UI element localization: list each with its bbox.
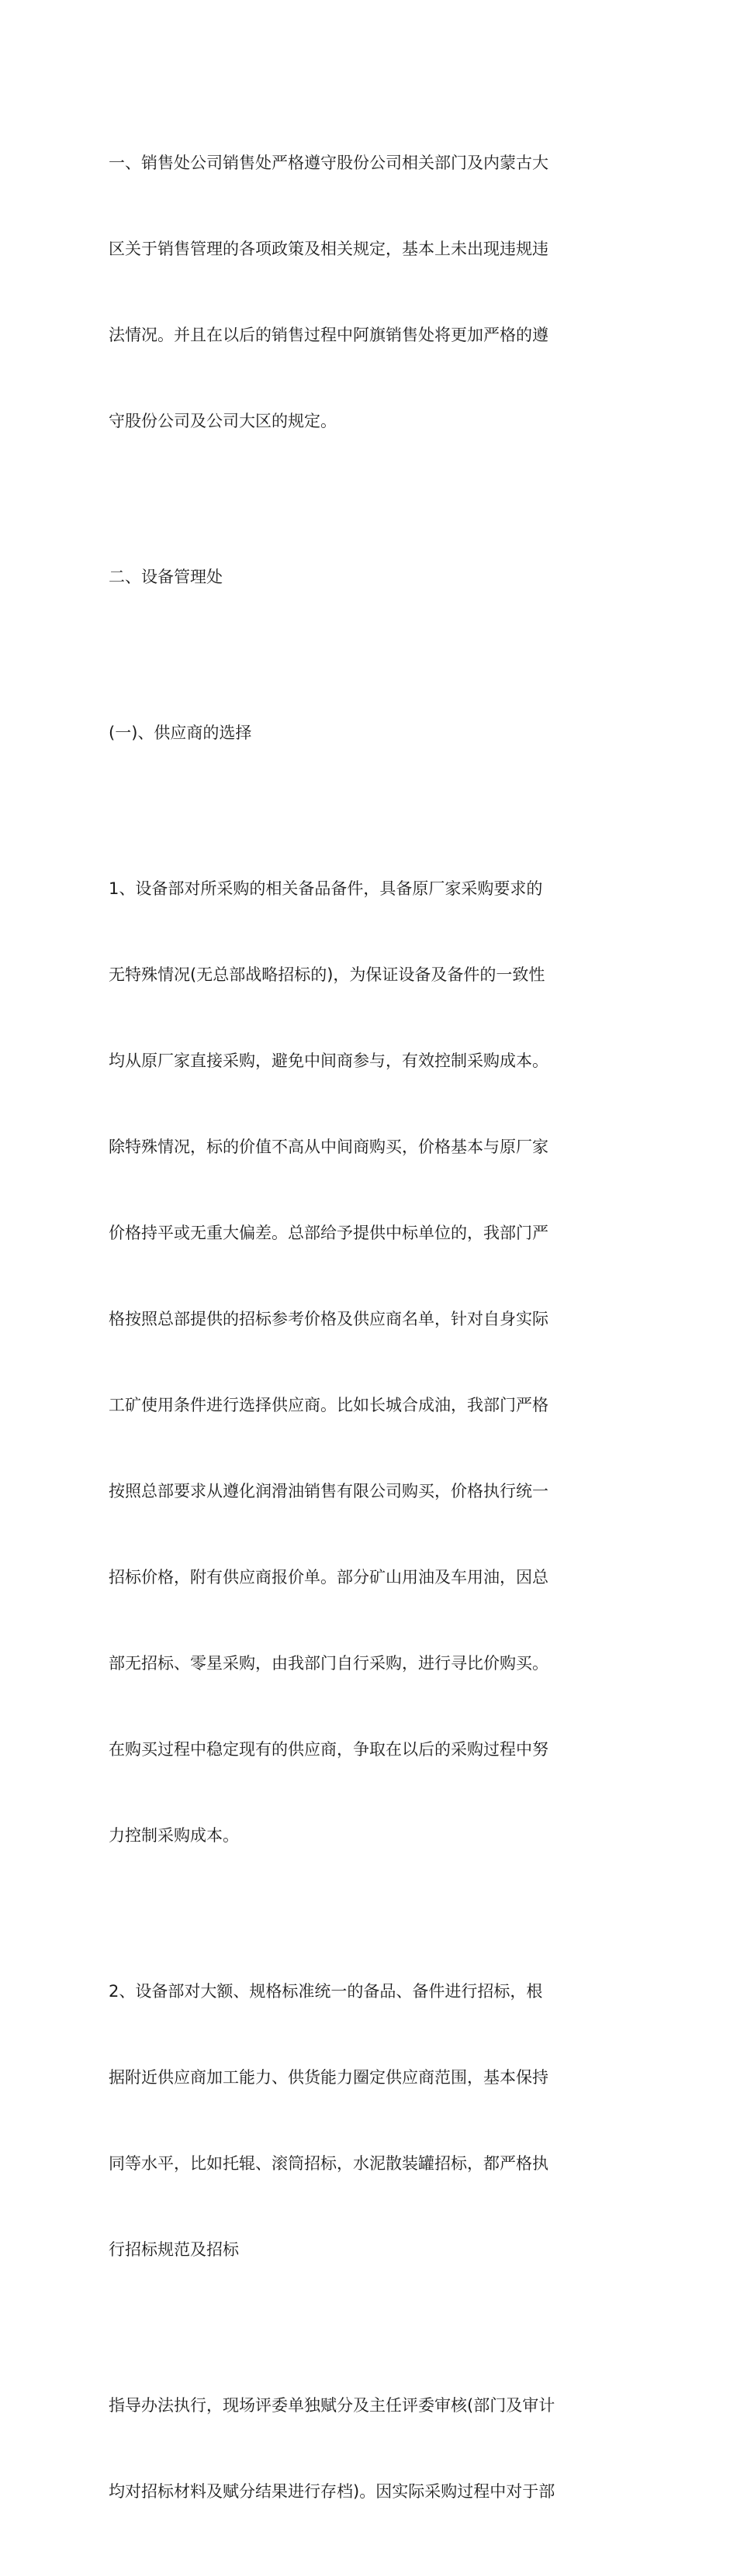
text-line: 一、销售处公司销售处严格遵守股份公司相关部门及内蒙古大 <box>109 154 548 172</box>
heading-line: 二、设备管理处 <box>109 568 223 586</box>
text-line: 区关于销售管理的各项政策及相关规定，基本上未出现违规违 <box>109 240 548 258</box>
paragraph-continuation <box>109 2334 630 2564</box>
text-line: 格按照总部提供的招标参考价格及供应商名单，针对自身实际 <box>109 1310 548 1328</box>
text-line: 价格持平或无重大偏差。总部给予提供中标单位的，我部门严 <box>109 1224 548 1242</box>
text-line: 工矿使用条件进行选择供应商。比如长城合成油，我部门严格 <box>109 1396 548 1414</box>
text-line: 招标价格，附有供应商报价单。部分矿山用油及车用油，因总 <box>109 1568 548 1587</box>
text-line: 部无招标、零星采购，由我部门自行采购，进行寻比价购买。 <box>109 1654 548 1673</box>
text-line: 力控制采购成本。 <box>109 1826 239 1845</box>
paragraph-item-2 <box>109 1920 630 2322</box>
text-line: 指导办法执行，现场评委单独赋分及主任评委审核(部门及审计 <box>109 2396 555 2415</box>
section-heading-equipment <box>109 506 630 649</box>
text-line: 法情况。并且在以后的销售过程中阿旗销售处将更加严格的遵 <box>109 326 548 344</box>
paragraph-sales-office <box>109 92 630 493</box>
text-line: 守股份公司及公司大区的规定。 <box>109 412 337 430</box>
document-body <box>109 92 630 2576</box>
text-line: 据附近供应商加工能力、供货能力圈定供应商范围，基本保持 <box>109 2068 548 2087</box>
text-line: 2、设备部对大额、规格标准统一的备品、备件进行招标，根 <box>109 1982 543 2001</box>
text-line: 行招标规范及招标 <box>109 2240 239 2259</box>
text-line: 在购买过程中稳定现有的供应商，争取在以后的采购过程中努 <box>109 1740 548 1759</box>
text-line: 无特殊情况(无总部战略招标的)，为保证设备及备件的一致性 <box>109 965 545 984</box>
text-line: 除特殊情况，标的价值不高从中间商购买，价格基本与原厂家 <box>109 1138 548 1156</box>
text-line: 同等水平，比如托辊、滚筒招标，水泥散装罐招标，都严格执 <box>109 2154 548 2173</box>
text-line: 1、设备部对所采购的相关备品备件，具备原厂家采购要求的 <box>109 879 543 898</box>
text-line: 均对招标材料及赋分结果进行存档)。因实际采购过程中对于部 <box>109 2482 555 2501</box>
text-line: 按照总部要求从遵化润滑油销售有限公司购买，价格执行统一 <box>109 1482 548 1500</box>
subsection-heading-supplier <box>109 661 630 805</box>
heading-line: (一)、供应商的选择 <box>109 723 252 742</box>
paragraph-item-1 <box>109 817 630 1908</box>
text-line: 均从原厂家直接采购，避免中间商参与，有效控制采购成本。 <box>109 1051 548 1070</box>
